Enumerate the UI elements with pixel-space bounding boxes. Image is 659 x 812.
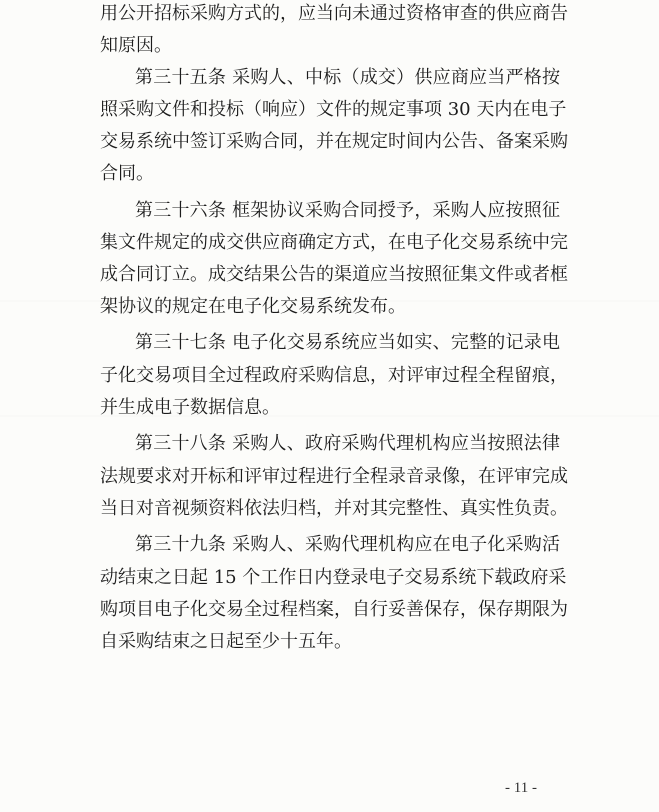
article-35-heading-line: 第三十五条 采购人、中标（成交）供应商应当严格按 [135, 67, 560, 88]
paragraph-line: 并生成电子数据信息。 [100, 397, 280, 418]
article-36-heading-line: 第三十六条 框架协议采购合同授予，采购人应按照征 [135, 200, 560, 221]
paragraph-line: 照采购文件和投标（响应）文件的规定事项 30 天内在电子 [100, 99, 567, 120]
paragraph-line: 架协议的规定在电子化交易系统发布。 [100, 296, 406, 317]
article-38-heading-line: 第三十八条 采购人、政府采购代理机构应当按照法律 [135, 433, 560, 454]
paragraph-line: 合同。 [100, 163, 154, 184]
paragraph-line: 法规要求对开标和评审过程进行全程录音录像，在评审完成 [100, 466, 568, 487]
paragraph-line: 子化交易项目全过程政府采购信息，对评审过程全程留痕， [100, 365, 568, 386]
paragraph-line: 知原因。 [100, 35, 172, 56]
paragraph-line: 交易系统中签订采购合同，并在规定时间内公告、备案采购 [100, 131, 568, 152]
paragraph-line: 动结束之日起 15 个工作日内登录电子交易系统下载政府采 [100, 567, 567, 588]
paragraph-line: 集文件规定的成交供应商确定方式，在电子化交易系统中完 [100, 232, 568, 253]
paragraph-line: 购项目电子化交易全过程档案，自行妥善保存，保存期限为 [100, 599, 568, 620]
page-number: - 11 - [505, 780, 537, 796]
paragraph-line: 当日对音视频资料依法归档，并对其完整性、真实性负责。 [100, 498, 568, 519]
paragraph-line: 成合同订立。成交结果公告的渠道应当按照征集文件或者框 [100, 264, 568, 285]
article-39-heading-line: 第三十九条 采购人、采购代理机构应在电子化采购活 [135, 534, 560, 555]
paragraph-line: 自采购结束之日起至少十五年。 [100, 631, 352, 652]
paragraph-line: 用公开招标采购方式的，应当向未通过资格审查的供应商告 [100, 3, 568, 24]
article-37-heading-line: 第三十七条 电子化交易系统应当如实、完整的记录电 [135, 332, 560, 353]
